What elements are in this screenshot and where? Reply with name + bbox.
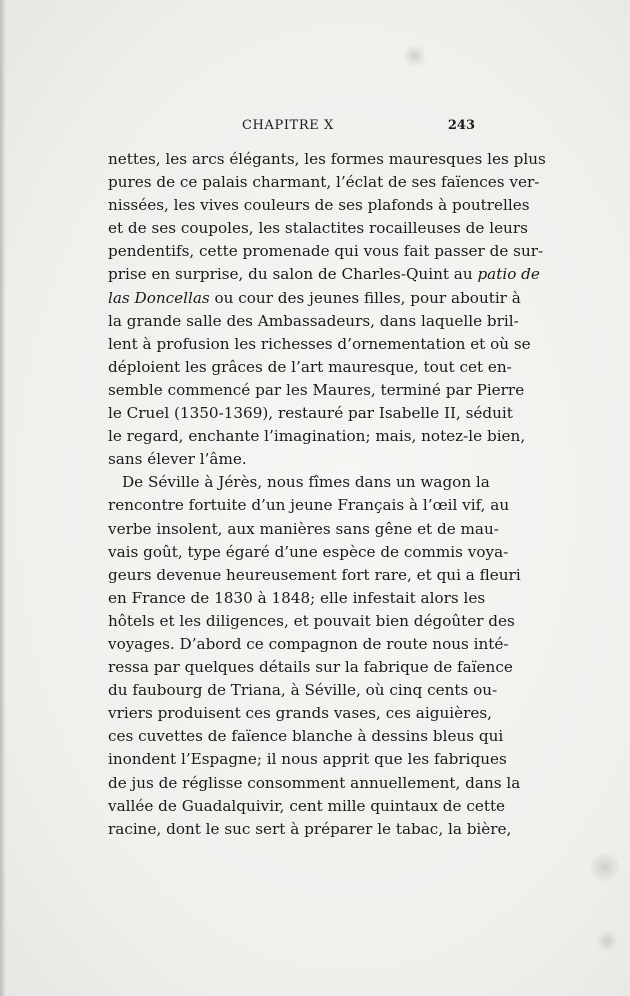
running-head: [105, 118, 475, 138]
text-run: ou cour des jeunes filles, pour aboutir à: [209, 288, 521, 307]
text-line: hôtels et les diligences, et pouvait bien dégoûter des: [108, 611, 515, 630]
text-line: et de ses coupoles, les stalactites rocailleuses de leurs: [108, 219, 528, 238]
text-line: du faubourg de Triana, à Séville, où cinq cents ou-: [108, 681, 498, 700]
text-line: pendentifs, cette promenade qui vous fait passer de sur-: [108, 242, 544, 261]
text-line: racine, dont le suc sert à préparer le tabac, la bière,: [108, 819, 512, 838]
text-line: le Cruel (1350-1369), restauré par Isabelle II, séduit: [108, 404, 513, 423]
paper-stain: [596, 930, 618, 952]
text-line: vriers produisent ces grands vases, ces aiguières,: [108, 704, 492, 723]
text-line: nissées, les vives couleurs de ses plafonds à poutrelles: [108, 196, 530, 215]
body-text: [108, 148, 546, 841]
text-line: nettes, les arcs élégants, les formes mauresques les plus: [108, 150, 546, 168]
text-line: la grande salle des Ambassadeurs, dans laquelle bril-: [108, 311, 519, 330]
text-line: le regard, enchante l’imagination; mais, notez-le bien,: [108, 427, 526, 446]
paper-stain: [590, 850, 620, 884]
text-line: vais goût, type égaré d’une espèce de commis voya-: [108, 542, 509, 561]
page-edge-shadow: [0, 0, 6, 996]
text-line: de jus de réglisse consomment annuellement, dans la: [108, 773, 521, 792]
text-line: [108, 287, 521, 310]
text-line: De Séville à Jérès, nous fîmes dans un wagon la: [122, 473, 490, 492]
text-line: semble commencé par les Maures, terminé par Pierre: [108, 380, 525, 399]
text-line: ces cuvettes de faïence blanche à dessins bleus qui: [108, 727, 504, 746]
paper-stain: [402, 46, 428, 66]
text-line: vallée de Guadalquivir, cent mille quintaux de cette: [108, 796, 506, 815]
text-line: inondent l’Espagne; il nous apprit que les fabriques: [108, 750, 507, 769]
text-line: rencontre fortuite d’un jeune Français à l’œil vif, au: [108, 496, 510, 515]
text-line: sans élever l’âme.: [108, 450, 247, 469]
text-line: pures de ce palais charmant, l’éclat de ses faïences ver-: [108, 173, 540, 192]
text-line: ressa par quelques détails sur la fabrique de faïence: [108, 658, 513, 677]
text-line: lent à profusion les richesses d’ornementation et où se: [108, 334, 531, 353]
text-line: en France de 1830 à 1848; elle infestait alors les: [108, 588, 486, 607]
italic-run: patio de: [477, 265, 540, 284]
text-line: geurs devenue heureusement fort rare, et qui a fleuri: [108, 565, 521, 584]
text-run: prise en surprise, du salon de Charles-Quint au: [108, 265, 478, 284]
chapter-title: CHAPITRE X: [242, 118, 334, 133]
page-number: 243: [447, 118, 475, 133]
text-line: [108, 263, 540, 286]
text-line: déploient les grâces de l’art mauresque, tout cet en-: [108, 357, 512, 376]
italic-run: las Doncellas: [108, 288, 210, 307]
text-line: voyages. D’abord ce compagnon de route nous inté-: [108, 634, 509, 653]
text-line: verbe insolent, aux manières sans gêne et de mau-: [108, 519, 499, 538]
